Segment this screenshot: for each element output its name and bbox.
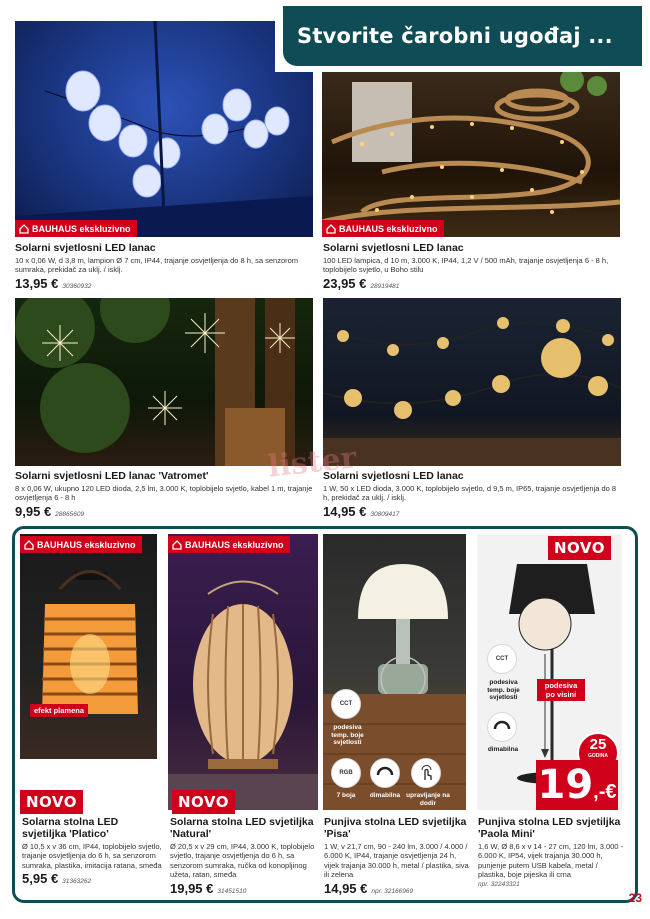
article-number: 30809417 [370,510,400,518]
article-number: 28865609 [55,510,85,518]
header-title-box [283,6,642,66]
height-adjustable-tag: podesiva po visini [537,679,585,701]
product-photo-globe-lights[interactable] [323,298,621,466]
flame-effect-tag: efekt plamena [30,704,88,717]
cct-icon: CCT [487,644,517,674]
exclusive-badge [168,536,290,553]
touch-caption: upravljanje na dodir [406,792,450,807]
natural-illustration [168,534,318,810]
product-photo-firework-lights[interactable] [15,298,313,466]
price-row [478,881,626,888]
paola-price-suffix: ,-€ [593,781,617,803]
product-title: Solarna stolna LED svjetiljka 'Platico' [22,816,119,840]
exclusive-badge-label: BAUHAUS ekskluzivno [32,223,131,234]
price-row [170,881,318,896]
page-number: 23 [628,891,642,905]
article-number: npr. 32166969 [371,887,414,895]
product-title: Solarni svjetlosni LED lanac [323,470,464,482]
price-row [22,871,162,886]
product-description: 100 LED lampica, d 10 m, 3.000 K, IP44, 1,2 V / 500 mAh, trajanje osvjetljenja 6 - 8 h, toplobijelo svjetlo, u Boho stilu [323,256,609,275]
product-title: Solarni svjetlosni LED lanac [15,242,156,254]
firework-lights-illustration [15,298,313,466]
product-photo-rope-lights[interactable] [322,72,620,237]
product-info [324,816,469,896]
cct-caption: podesiva temp. boje svjetlosti [331,724,364,746]
paola-price-big: 19 [537,762,594,808]
article-number: 31363262 [62,878,92,886]
anniversary-line1: GODINA [588,753,608,759]
article-number: 31451510 [217,887,247,895]
house-icon [24,540,34,550]
product-photo-pisa[interactable] [323,534,466,810]
lanterns-illustration [15,21,313,237]
dimmer-caption: dimabilna [487,746,519,753]
touch-icon [411,758,441,788]
globe-lights-illustration [323,298,621,466]
product-price: 5,95 € [22,871,59,887]
product-info [15,470,313,519]
rope-lights-illustration [322,72,620,237]
anniversary-number: 25 [589,736,607,753]
watermark: lister [266,440,359,485]
platico-illustration [20,534,157,759]
exclusive-badge [15,220,137,237]
product-info [323,470,621,519]
page-title: Stvorite čarobni ugođaj ... [297,24,613,48]
product-info [22,816,162,886]
product-info [323,242,621,291]
price-row [323,276,621,291]
product-title: Solarni svjetlosni LED lanac [323,242,464,254]
dimmer-caption: dimabilna [369,792,401,799]
exclusive-badge-label: BAUHAUS ekskluzivno [37,539,136,550]
novo-badge: NOVO [548,536,611,560]
rgb-caption: 7 boja [336,792,356,799]
product-price: 14,95 € [323,503,367,519]
cct-caption: podesiva temp. boje svjetlosti [487,679,520,701]
product-title: Punjiva stolna LED svjetiljka 'Paola Mini' [478,816,621,840]
exclusive-badge-label: BAUHAUS ekskluzivno [339,223,438,234]
product-description: 1 W, v 21,7 cm, 90 - 240 lm, 3.000 / 4.000 / 6.000 K, IP44, trajanje osvjetljenja 24 h, vijek trajanja 30.000 h, metal / plastika, siva ili zelena [324,842,469,880]
article-number: 28919481 [370,282,400,290]
product-price: 9,95 € [15,503,52,519]
product-description: 1,6 W, Ø 8,6 x v 14 - 27 cm, 120 lm, 3.000 - 6.000 K, IP54, vijek trajanja 30.000 h, punjenje putem USB kabela, metal / plastika, boje pijeska ili crna [478,842,624,880]
novo-badge: NOVO [20,790,83,814]
product-price: 23,95 € [323,275,367,291]
product-info [478,816,626,888]
product-title: Solarni svjetlosni LED lanac 'Vatromet' [15,470,209,482]
product-description: 1 W, 50 x LED dioda, 3.000 K, toplobijelo svjetlo, d 9,5 m, IP65, trajanje osvjetljenja do 8 h, prekidač za uklj. / isklj. [323,484,617,503]
price-row [323,504,621,519]
product-description: Ø 10,5 x v 36 cm, IP44, toplobijelo svjetlo, trajanje osvjetljenja do 6 h, sa senzorom sumraka, plastika, imitacija ratana, smeđa [22,842,162,870]
exclusive-badge-label: BAUHAUS ekskluzivno [185,539,284,550]
product-price: 19,95 € [170,880,214,896]
header-banner [275,0,650,72]
product-photo-platico[interactable] [20,534,157,759]
product-photo-lanterns[interactable] [15,21,313,237]
cct-icon: CCT [331,689,361,719]
product-info [15,242,313,291]
product-price: 14,95 € [324,880,368,896]
product-description: 8 x 0,06 W, ukupno 120 LED dioda, 2,5 lm, 3.000 K, toplobijelo svjetlo, kabel 1 m, trajanje osvjetljenja 6 - 8 h [15,484,313,503]
exclusive-badge [20,536,142,553]
product-title: Solarna stolna LED svjetiljka 'Natural' [170,816,314,840]
house-icon [326,224,336,234]
novo-badge: NOVO [172,790,235,814]
product-description: 10 x 0,06 W, d 3,8 m, lampion Ø 7 cm, IP44, trajanje osvjetljenja do 8 h, sa senzorom sumraka, prekidač za uklj. / isklj. [15,256,299,275]
product-title: Punjiva stolna LED svjetiljka 'Pisa' [324,816,467,840]
paola-price-tag [536,760,618,810]
product-info [170,816,318,896]
exclusive-badge [322,220,444,237]
dimmer-icon [487,712,517,742]
rgb-icon: RGB [331,758,361,788]
dimmer-icon [370,758,400,788]
house-icon [172,540,182,550]
price-row [15,504,313,519]
price-row [15,276,313,291]
article-number: 30360932 [62,282,92,290]
house-icon [19,224,29,234]
price-row [324,881,469,896]
article-number: npr. 32243321 [478,880,520,888]
product-description: Ø 20,5 x v 29 cm, IP44, 3.000 K, toplobijelo svjetlo, trajanje osvjetljenja do 6 h, sa senzorom sumraka, ručka od konopljinog užeta, ratan, smeđa [170,842,315,880]
product-price: 13,95 € [15,275,59,291]
product-photo-natural[interactable] [168,534,318,810]
